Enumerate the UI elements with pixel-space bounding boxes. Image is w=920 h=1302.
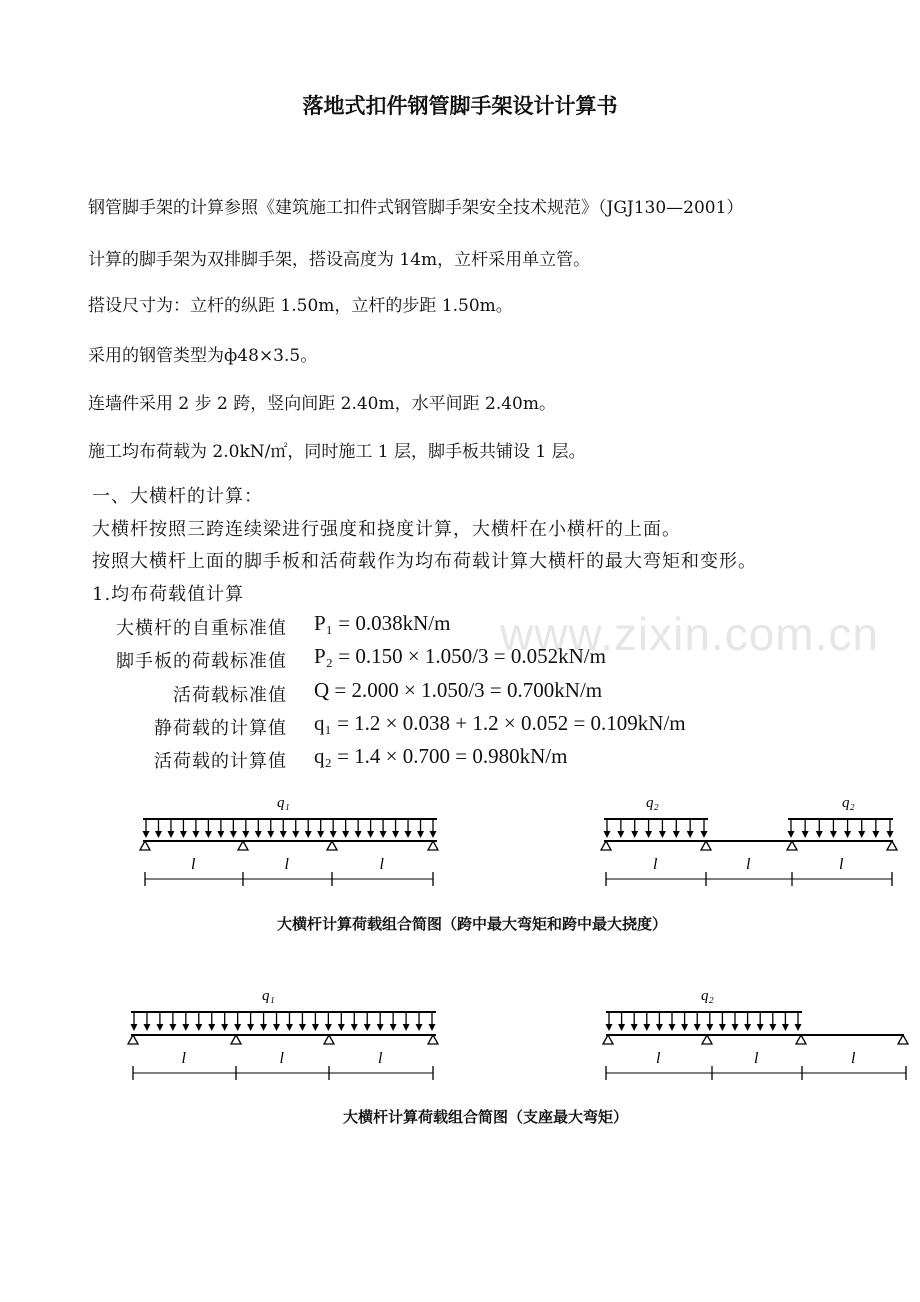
figure-caption-2: 大横杆计算荷载组合简图（支座最大弯矩） — [343, 1108, 629, 1126]
span-dimensions — [606, 1050, 906, 1080]
arrow-head — [312, 1024, 319, 1031]
arrow-head — [417, 831, 424, 838]
arrow-head — [858, 831, 865, 838]
diagram-1b — [601, 795, 897, 886]
diagram-2b — [603, 988, 908, 1080]
figure-caption-1: 大横杆计算荷载组合简图（跨中最大弯矩和跨中最大挠度） — [277, 915, 668, 933]
span-dimensions — [145, 856, 433, 886]
arrow-head — [744, 1024, 751, 1031]
arrow-head — [217, 831, 224, 838]
support-triangle — [701, 841, 711, 850]
arrow-head — [273, 1024, 280, 1031]
section-heading: 一、大横杆的计算： — [92, 486, 263, 507]
load-label: q₂ — [842, 795, 855, 811]
arrow-head — [782, 1024, 789, 1031]
support-triangle — [601, 841, 611, 850]
arrow-head — [706, 1024, 713, 1031]
support-triangle — [603, 1035, 613, 1044]
arrow-head — [673, 831, 680, 838]
section-line-2: 按照大横杆上面的脚手板和活荷载作为均布荷载计算大横杆的最大弯矩和变形。 — [92, 551, 757, 572]
arrow-head — [844, 831, 851, 838]
arrow-head — [305, 831, 312, 838]
arrow-head — [430, 831, 437, 838]
intro-line-pipe-type: 采用的钢管类型为ф48×3.5。 — [88, 346, 318, 366]
load-arrows — [604, 819, 708, 838]
arrow-head — [351, 1024, 358, 1031]
support-triangle — [887, 841, 897, 850]
arrow-head — [156, 1024, 163, 1031]
intro-line-wall-ties: 连墙件采用 2 步 2 跨，竖向间距 2.40m，水平间距 2.40m。 — [88, 394, 556, 414]
arrow-head — [167, 831, 174, 838]
span-label: l — [754, 1050, 759, 1067]
arrow-head — [788, 831, 795, 838]
intro-line-reference: 钢管脚手架的计算参照《建筑施工扣件式钢管脚手架安全技术规范》（JGJ130—2001） — [88, 198, 744, 218]
support-triangle — [238, 841, 248, 850]
arrow-head — [618, 1024, 625, 1031]
arrow-head — [338, 1024, 345, 1031]
arrow-head — [377, 1024, 384, 1031]
support-triangle — [796, 1035, 806, 1044]
span-label: l — [191, 856, 196, 873]
arrow-head — [280, 831, 287, 838]
span-dimensions — [133, 1050, 433, 1080]
support-triangle — [898, 1035, 908, 1044]
support-triangle — [140, 841, 150, 850]
arrow-head — [757, 1024, 764, 1031]
arrow-head — [221, 1024, 228, 1031]
span-label: l — [379, 856, 384, 873]
arrow-head — [292, 831, 299, 838]
arrow-head — [681, 1024, 688, 1031]
load-arrows — [788, 819, 894, 838]
span-label: l — [279, 1050, 284, 1067]
formula-label-p2: 脚手板的荷载标准值 — [116, 651, 287, 672]
span-label: l — [378, 1050, 383, 1067]
support-triangle — [327, 841, 337, 850]
span-label: l — [284, 856, 289, 873]
formula-label-q1: 静荷载的计算值 — [154, 718, 287, 739]
supports — [603, 1035, 908, 1044]
arrow-head — [659, 831, 666, 838]
formula-q: Q = 2.000 × 1.050/3 = 0.700kN/m — [314, 678, 603, 702]
arrow-head — [143, 1024, 150, 1031]
support-triangle — [428, 841, 438, 850]
supports — [601, 841, 897, 850]
arrow-head — [355, 831, 362, 838]
formula-label-p1: 大横杆的自重标准值 — [116, 618, 287, 639]
load-label: q₂ — [646, 795, 659, 811]
page-title: 落地式扣件钢管脚手架设计计算书 — [302, 93, 618, 118]
support-triangle — [128, 1035, 138, 1044]
arrow-head — [255, 831, 262, 838]
span-label: l — [851, 1050, 856, 1067]
arrow-head — [155, 831, 162, 838]
arrow-head — [802, 831, 809, 838]
arrow-head — [390, 1024, 397, 1031]
intro-line-construction-load: 施工均布荷载为 2.0kN/㎡，同时施工 1 层，脚手板共铺设 1 层。 — [88, 442, 586, 462]
arrow-head — [416, 1024, 423, 1031]
arrow-head — [687, 831, 694, 838]
support-triangle — [231, 1035, 241, 1044]
arrow-head — [643, 1024, 650, 1031]
load-label: q₁ — [277, 795, 290, 811]
arrow-head — [872, 831, 879, 838]
formula-q2: q₂ = 1.4 × 0.700 = 0.980kN/m — [314, 744, 568, 768]
arrow-head — [260, 1024, 267, 1031]
arrow-head — [330, 831, 337, 838]
arrow-head — [180, 831, 187, 838]
arrow-head — [701, 831, 708, 838]
load-label: q₂ — [701, 988, 714, 1004]
arrow-head — [617, 831, 624, 838]
arrow-head — [242, 831, 249, 838]
support-triangle — [428, 1035, 438, 1044]
formula-q1: q₁ = 1.2 × 0.038 + 1.2 × 0.052 = 0.109kN/m — [314, 711, 686, 735]
span-label: l — [656, 1050, 661, 1067]
arrow-head — [367, 831, 374, 838]
span-dimensions — [606, 856, 892, 886]
arrow-head — [230, 831, 237, 838]
intro-line-scaffold-type: 计算的脚手架为双排脚手架，搭设高度为 14m，立杆采用单立管。 — [88, 250, 591, 270]
arrow-head — [795, 1024, 802, 1031]
arrow-head — [325, 1024, 332, 1031]
arrow-head — [816, 831, 823, 838]
arrow-head — [732, 1024, 739, 1031]
arrow-head — [405, 831, 412, 838]
arrow-head — [604, 831, 611, 838]
arrow-head — [342, 831, 349, 838]
arrow-head — [317, 831, 324, 838]
arrow-head — [143, 831, 150, 838]
arrow-head — [429, 1024, 436, 1031]
arrow-head — [645, 831, 652, 838]
arrow-head — [182, 1024, 189, 1031]
formula-label-q2: 活荷载的计算值 — [154, 751, 287, 772]
arrow-head — [631, 1024, 638, 1031]
section-line-1: 大横杆按照三跨连续梁进行强度和挠度计算，大横杆在小横杆的上面。 — [92, 519, 681, 540]
arrow-head — [403, 1024, 410, 1031]
arrow-head — [631, 831, 638, 838]
arrow-head — [131, 1024, 138, 1031]
arrow-head — [299, 1024, 306, 1031]
diagram-2a — [128, 988, 438, 1080]
load-arrows — [131, 1012, 436, 1031]
load-arrows — [606, 1012, 802, 1031]
support-triangle — [702, 1035, 712, 1044]
arrow-head — [267, 831, 274, 838]
arrow-head — [830, 831, 837, 838]
arrow-head — [769, 1024, 776, 1031]
span-label: l — [181, 1050, 186, 1067]
span-label: l — [746, 856, 751, 873]
supports — [128, 1035, 438, 1044]
formula-label-q: 活荷载标准值 — [173, 685, 287, 706]
arrow-head — [656, 1024, 663, 1031]
arrow-head — [694, 1024, 701, 1031]
span-label: l — [653, 856, 658, 873]
load-arrows — [143, 819, 437, 838]
arrow-head — [247, 1024, 254, 1031]
arrow-head — [169, 1024, 176, 1031]
load-label: q₁ — [262, 988, 275, 1004]
intro-line-dimensions: 搭设尺寸为：立杆的纵距 1.50m，立杆的步距 1.50m。 — [88, 296, 513, 316]
arrow-head — [887, 831, 894, 838]
formula-p1: P₁ = 0.038kN/m — [314, 611, 451, 635]
support-triangle — [787, 841, 797, 850]
arrow-head — [669, 1024, 676, 1031]
diagram-1a — [140, 795, 438, 886]
arrow-head — [719, 1024, 726, 1031]
arrow-head — [286, 1024, 293, 1031]
arrow-head — [392, 831, 399, 838]
sub-heading: 1.均布荷载值计算 — [92, 584, 245, 605]
supports — [140, 841, 438, 850]
support-triangle — [324, 1035, 334, 1044]
arrow-head — [192, 831, 199, 838]
arrow-head — [195, 1024, 202, 1031]
watermark: www.zixin.com.cn — [500, 608, 879, 660]
arrow-head — [364, 1024, 371, 1031]
arrow-head — [380, 831, 387, 838]
arrow-head — [606, 1024, 613, 1031]
arrow-head — [205, 831, 212, 838]
arrow-head — [234, 1024, 241, 1031]
arrow-head — [208, 1024, 215, 1031]
formula-p2: P₂ = 0.150 × 1.050/3 = 0.052kN/m — [314, 644, 606, 668]
span-label: l — [839, 856, 844, 873]
